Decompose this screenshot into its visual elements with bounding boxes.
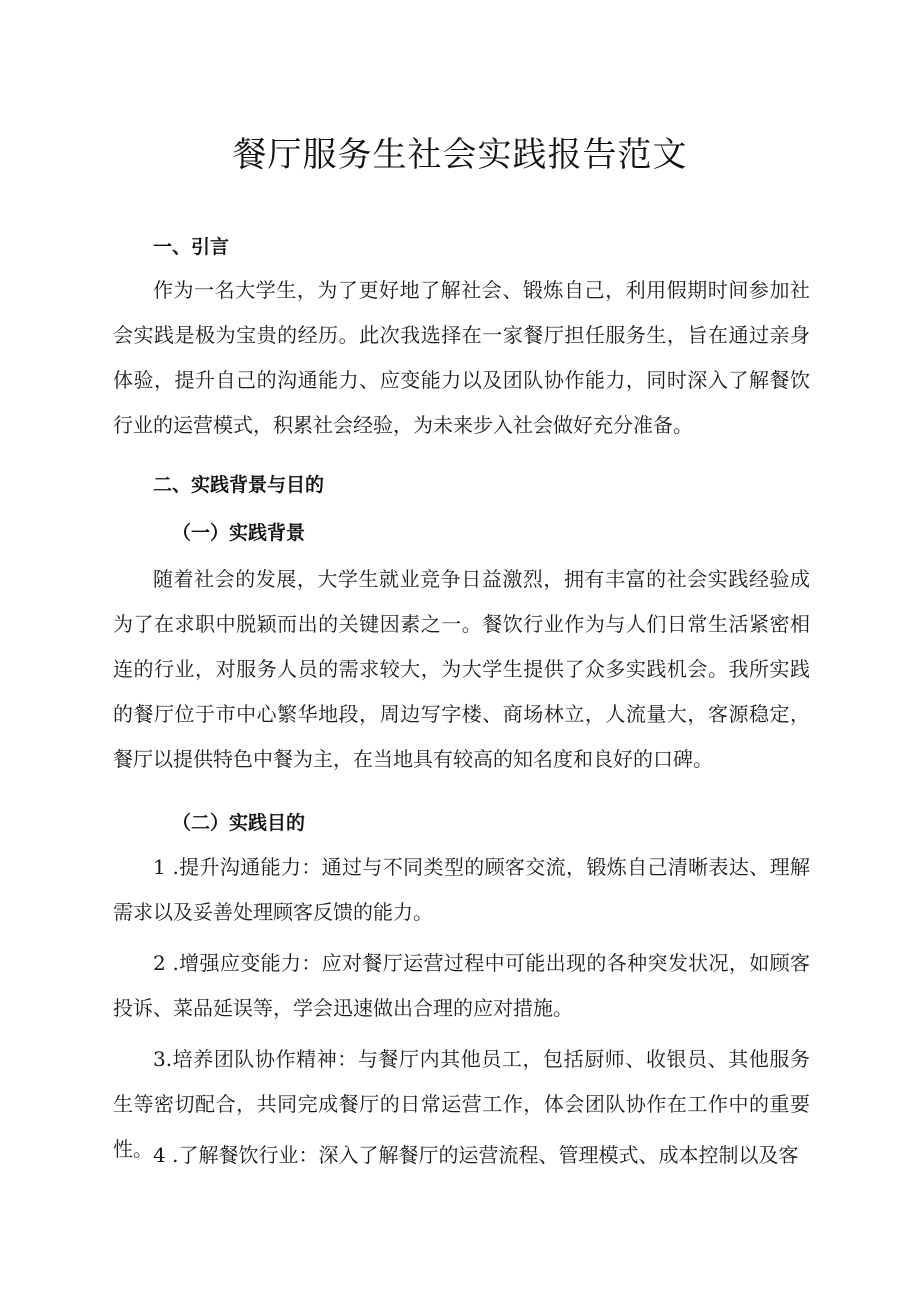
document-title: 餐厅服务生社会实践报告范文 [232,135,688,175]
purpose-item-2: 2 .增强应变能力：应对餐厅运营过程中可能出现的各种突发状况，如顾客投诉、菜品延误等，学会迅速做出合理的应对措施。 [113,951,810,1020]
paragraph-introduction: 作为一名大学生，为了更好地了解社会、锻炼自己，利用假期时间参加社会实践是极为宝贵的经历。此次我选择在一家餐厅担任服务生，旨在通过亲身体验，提升自己的沟通能力、应变能力以及团队协作能力，同时深入了解餐饮行业的运营模式，积累社会经验，为未来步入社会做好充分准备。 [113,278,810,437]
subsection-heading-background: （一）实践背景 [172,522,306,544]
purpose-item-4: 4 .了解餐饮行业：深入了解餐厅的运营流程、管理模式、成本控制以及客 [153,1143,799,1167]
section-heading-background-purpose: 二、实践背景与目的 [153,474,325,496]
purpose-item-1: 1 .提升沟通能力：通过与不同类型的顾客交流，锻炼自己清晰表达、理解需求以及妥善处理顾客反馈的能力。 [113,855,810,924]
paragraph-background: 随着社会的发展，大学生就业竞争日益激烈，拥有丰富的社会实践经验成为了在求职中脱颖而出的关键因素之一。餐饮行业作为与人们日常生活紧密相连的行业，对服务人员的需求较大，为大学生提供了众多实践机会。我所实践的餐厅位于市中心繁华地段，周边写字楼、商场林立，人流量大，客源稳定，餐厅以提供特色中餐为主，在当地具有较高的知名度和良好的口碑。 [113,567,810,771]
purpose-item-3: 3.培养团队协作精神：与餐厅内其他员工，包括厨师、收银员、其他服务生等密切配合，共同完成餐厅的日常运营工作，体会团队协作在工作中的重要性。 [113,1047,810,1161]
section-heading-introduction: 一、引言 [153,236,230,258]
subsection-heading-purpose: （二）实践目的 [172,812,306,834]
